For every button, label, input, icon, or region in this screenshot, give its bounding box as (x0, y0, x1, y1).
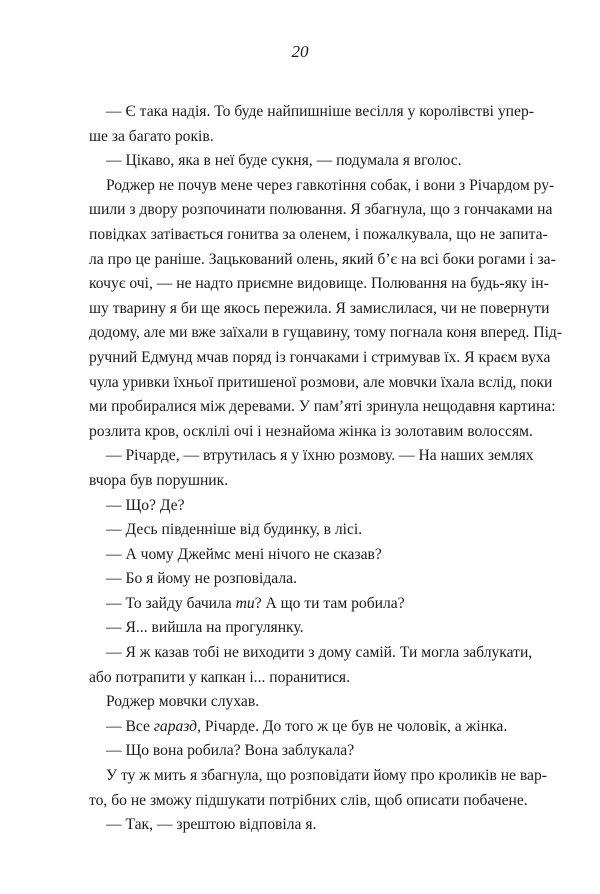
text-line: шили з двору розпочинати полювання. Я збагнула, що з гончаками на (89, 201, 553, 219)
text-line: — Бо я йому не розповідала. (106, 570, 297, 588)
text-line: ше за багато років. (89, 127, 214, 145)
text-segment: — Все (106, 717, 154, 735)
text-line: додому, але ми вже заїхали в гущавину, тому погнала коня вперед. Під- (89, 324, 563, 342)
body-text (89, 100, 563, 838)
text-line: — Я... вийшла на прогулянку. (106, 619, 304, 637)
text-line: вчора був порушник. (89, 471, 229, 489)
text-segment: — То зайду бачила (106, 594, 236, 612)
italic-emphasis: гаразд (153, 717, 198, 735)
text-line: ручний Едмунд мчав поряд із гончаками і стримував їх. Я краєм вуха (89, 348, 551, 366)
text-line: — Я ж казав тобі не виходити з дому самій. Ти могла заблукати, (106, 644, 533, 662)
text-line: — Так, — зрештою відповіла я. (106, 816, 317, 834)
text-line: розлита кров, осклілі очі і незнайома жінка із золотавим волоссям. (89, 422, 533, 440)
text-segment: , Річарде. До того ж це був не чоловік, а жінка. (197, 717, 508, 735)
text-line (89, 715, 511, 740)
text-line (89, 592, 511, 617)
text-line: ми пробиралися між деревами. У пам’яті зринула нещодавня картина: (89, 398, 556, 416)
italic-emphasis: ти (235, 594, 255, 612)
text-line: — Що? Де? (106, 496, 185, 514)
text-segment: ? А що ти там робила? (254, 594, 405, 612)
text-line: — Є така надія. То буде найпишніше весілля у королівстві упер- (106, 103, 534, 120)
text-line: чула уривки їхньої притишеної розмови, але мовчки їхала вслід, поки (89, 373, 553, 391)
text-line: — Цікаво, яка в неї буде сукня, — подумала я вголос. (106, 152, 462, 170)
text-line: — Річарде, — втрутилась я у їхню розмову. — На наших землях (106, 447, 534, 465)
page-number: 20 (291, 42, 309, 61)
text-line: або потрапити у капкан і... поранитися. (89, 668, 350, 686)
text-line: У ту ж мить я збагнула, що розповідати йому про кроликів не вар- (106, 767, 547, 785)
text-line: кочує очі, — не надто приємне видовище. Полювання на будь-яку ін- (89, 275, 549, 293)
text-line: шу тварину я би ще якось пережила. Я замислилася, чи не повернути (89, 299, 550, 317)
text-line: — Десь південніше від будинку, в лісі. (106, 521, 363, 539)
text-line: повідках затівається гонитва за оленем, і пожалкувала, що не запита- (89, 225, 548, 243)
text-line: то, бо не зможу підшукати потрібних слів, щоб описати побачене. (89, 791, 528, 809)
text-line: ла про це раніше. Зацькований олень, який б’є на всі боки рогами і за- (89, 250, 556, 268)
text-line: Роджер не почув мене через гавкотіння собак, і вони з Річардом ру- (106, 176, 555, 194)
text-line: — Що вона робила? Вона заблукала? (106, 742, 355, 760)
text-line: Роджер мовчки слухав. (106, 693, 260, 711)
text-line: — А чому Джеймс мені нічого не сказав? (106, 545, 382, 563)
